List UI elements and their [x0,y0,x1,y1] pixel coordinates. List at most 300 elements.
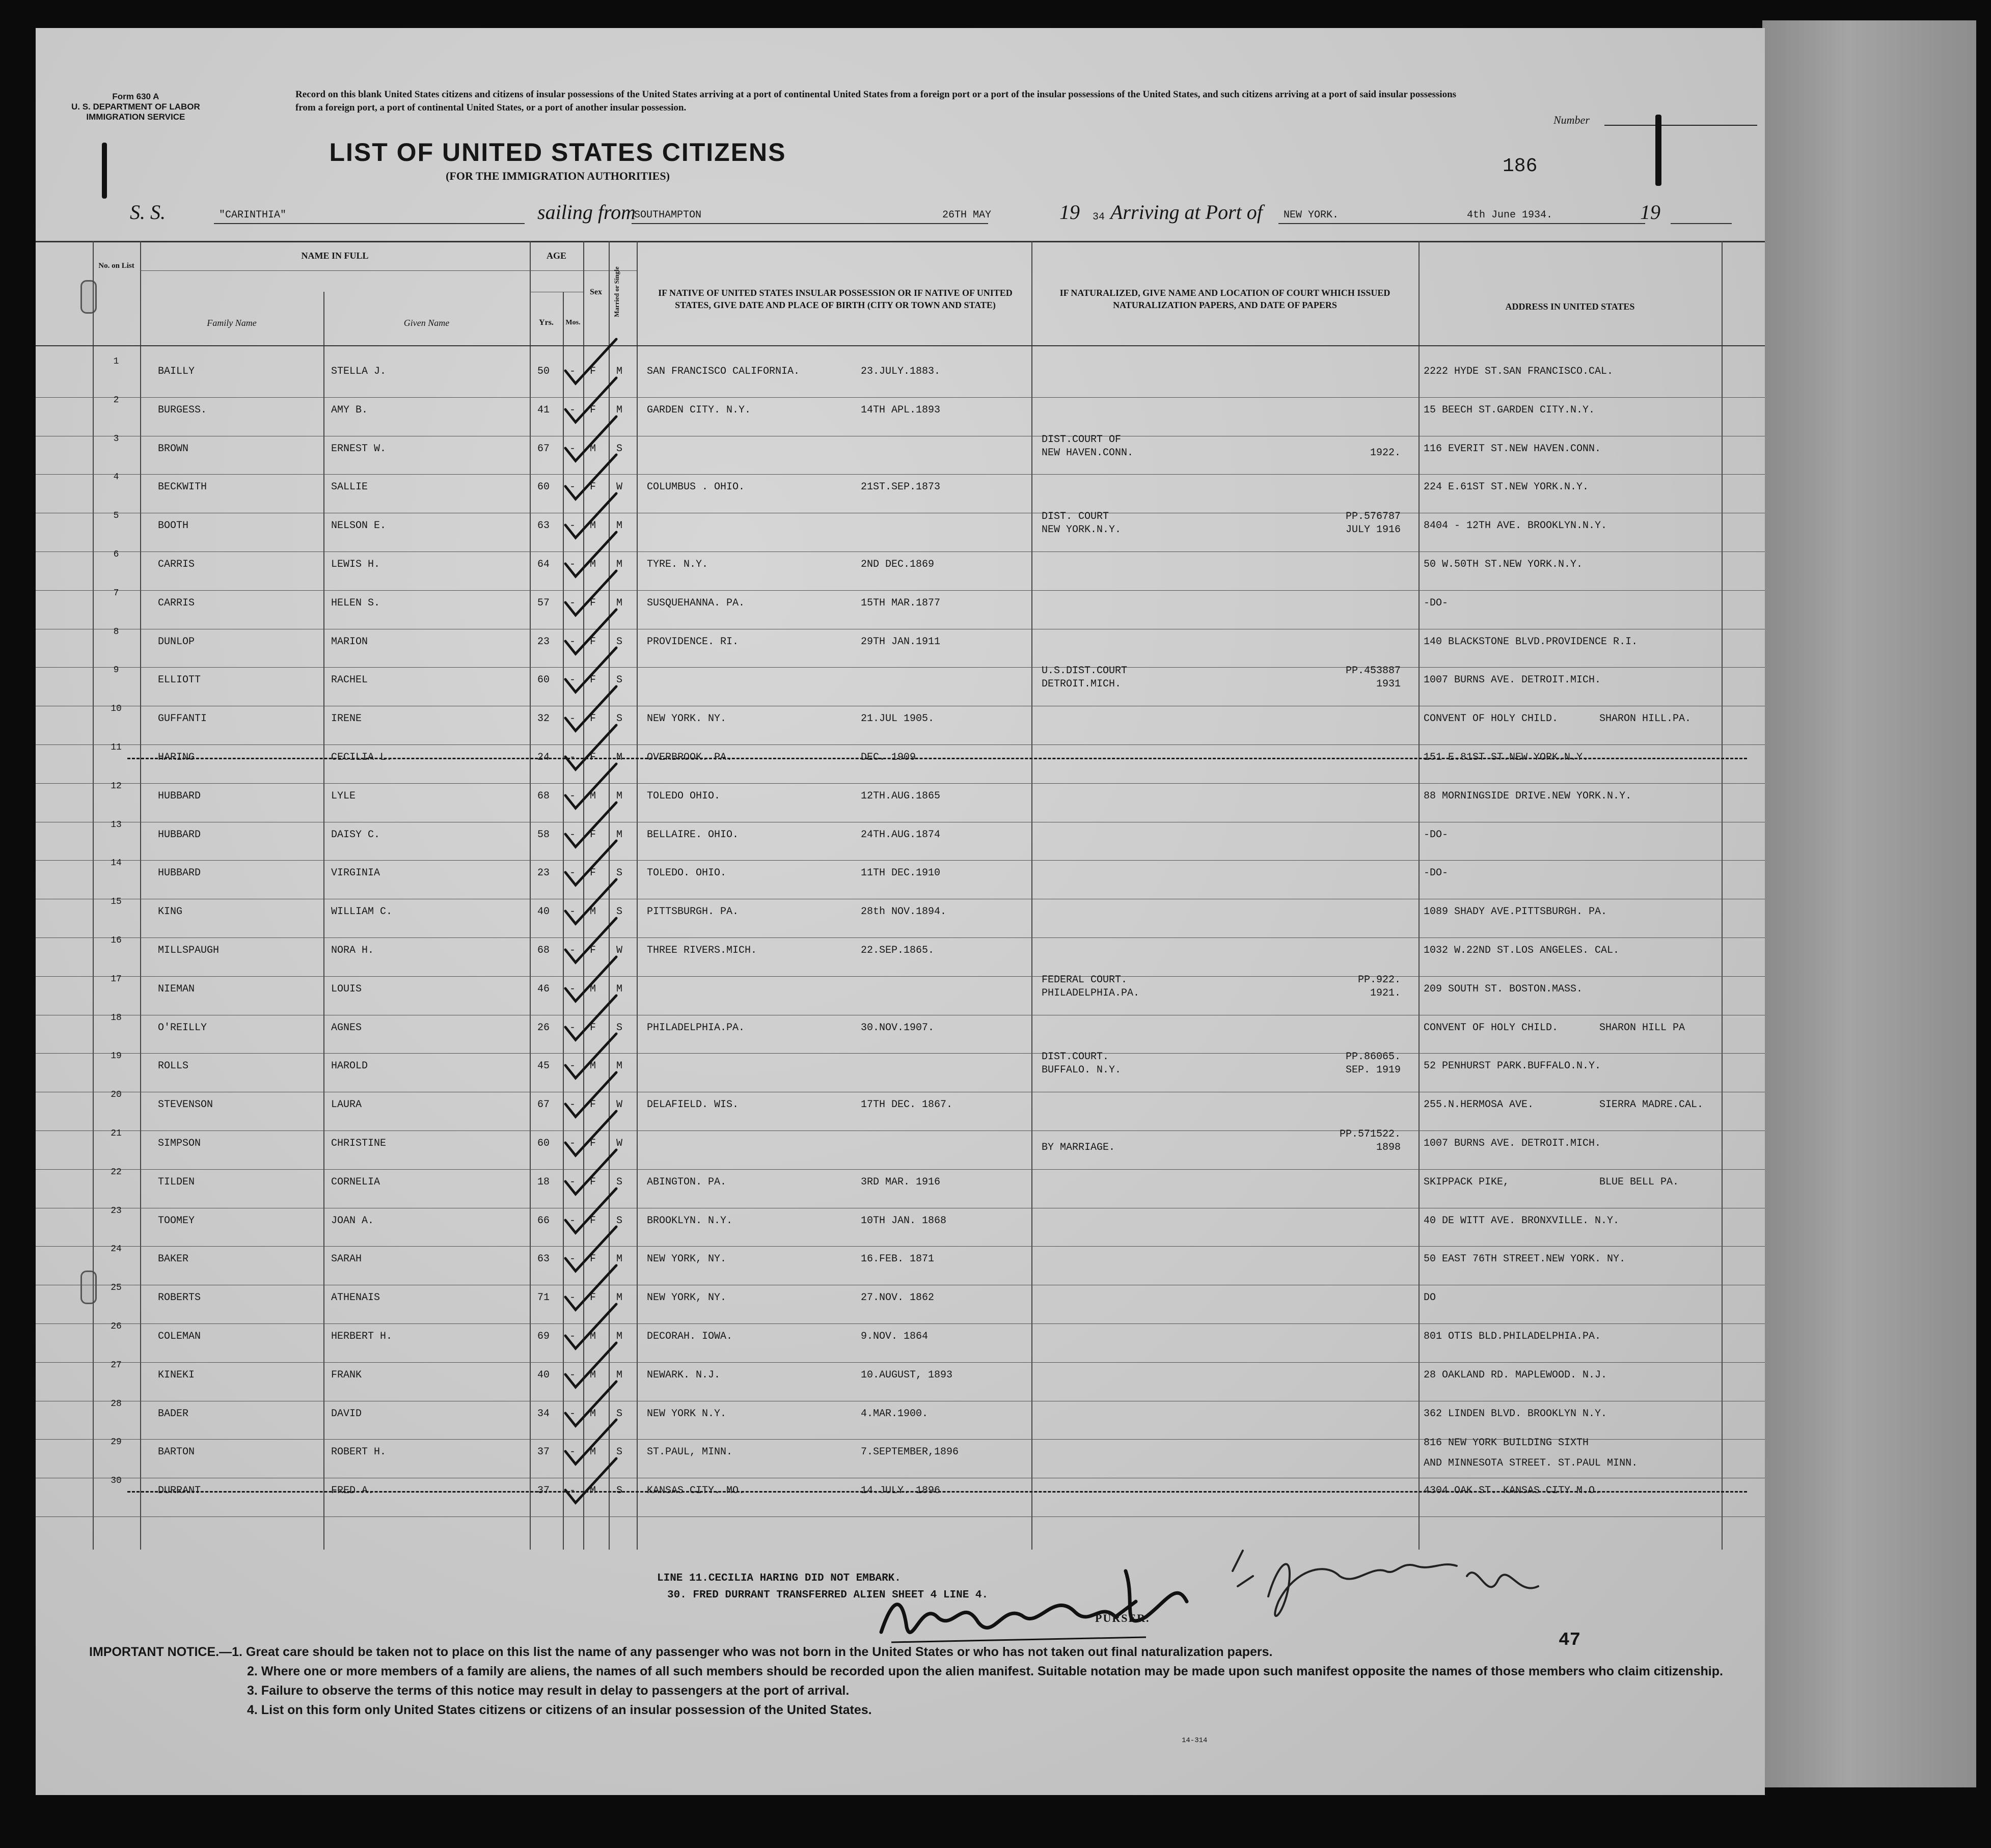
birth-place-cell: NEWARK. N.J. [647,1369,721,1381]
inspection-check-mark [555,1454,626,1510]
row-divider [36,744,1765,745]
age-years-cell: 23 [537,636,550,648]
given-name-cell: ATHENAIS [331,1292,380,1304]
family-name-cell: DUNLOP [158,636,195,648]
row-number: 2 [113,395,119,405]
address-cell: 40 DE WITT AVE. BRONXVILLE. N.Y. [1424,1215,1620,1227]
age-months-cell: - [569,1369,576,1381]
row-number: 12 [111,781,122,791]
ss-label: S. S. [130,201,166,224]
age-months-cell: - [569,1022,576,1034]
address-cell: CONVENT OF HOLY CHILD. [1424,713,1559,725]
row-divider [36,551,1765,552]
birth-place-cell: BROOKLYN. N.Y. [647,1215,733,1227]
marital-status-cell: S [616,1215,623,1227]
sex-cell: M [590,906,596,918]
birth-date-cell: 2ND DEC.1869 [861,559,935,570]
family-name-cell: BARTON [158,1446,195,1458]
address-cell: 1089 SHADY AVE.PITTSBURGH. PA. [1424,906,1607,918]
family-name-cell: SIMPSON [158,1138,201,1149]
row-divider [36,397,1765,398]
row-divider [36,1516,1765,1517]
age-years-cell: 37 [537,1446,550,1458]
sex-cell: F [590,1022,596,1034]
family-name-cell: BECKWITH [158,481,207,493]
birth-place-cell: PITTSBURGH. PA. [647,906,739,918]
row-divider [36,1130,1765,1131]
naturalization-court-cell: PP.922. [1357,974,1401,986]
address-line2-cell: SIERRA MADRE.CAL. [1599,1099,1704,1111]
family-name-cell: KING [158,906,183,918]
address-cell: 28 OAKLAND RD. MAPLEWOOD. N.J. [1424,1369,1607,1381]
arrival-date: 4th June 1934. [1467,209,1553,221]
row-number: 23 [111,1205,122,1216]
purser-signature [861,1540,1248,1658]
age-years-cell: 23 [537,867,550,879]
form-number: Form 630 A [112,92,159,101]
age-months-cell: - [569,1060,576,1072]
age-months-cell: - [569,906,576,918]
address-cell: 4304 OAK ST. KANSAS CITY M.O. [1424,1485,1601,1497]
age-years-cell: 63 [537,1253,550,1265]
age-years-cell: 24 [537,752,550,763]
birth-date-cell: 22.SEP.1865. [861,945,935,956]
col-header-age: AGE [546,251,566,261]
given-name-cell: MARION [331,636,368,648]
row-divider [36,1053,1765,1054]
sailing-from-label: sailing from [537,201,636,224]
passenger-table [36,241,1765,1601]
sex-cell: F [590,366,596,377]
age-years-cell: 66 [537,1215,550,1227]
number-field-line [1604,125,1757,126]
birth-date-cell: 28th NOV.1894. [861,906,947,918]
address-line2-cell: SHARON HILL.PA. [1599,713,1692,725]
col-divider [1419,241,1420,1550]
age-months-cell: - [569,636,576,648]
sex-cell: M [590,1331,596,1342]
birth-place-cell: KANSAS CITY. MO. [647,1485,745,1497]
row-divider [36,590,1765,591]
age-months-cell: - [569,520,576,532]
row-number: 3 [113,433,119,444]
birth-place-cell: TYRE. N.Y. [647,559,708,570]
address-cell: 8404 - 12TH AVE. BROOKLYN.N.Y. [1424,520,1607,532]
naturalization-court-cell: DIST.COURT. [1042,1051,1109,1063]
row-number: 29 [111,1437,122,1448]
family-name-cell: HUBBARD [158,790,201,802]
given-name-cell: NELSON E. [331,520,387,532]
marital-status-cell: M [616,752,623,763]
naturalization-court-cell: DIST. COURT [1042,511,1109,523]
col-divider [93,241,94,1550]
age-years-cell: 32 [537,713,550,725]
col-header-birth: IF NATIVE OF UNITED STATES INSULAR POSSESSION OR IF NATIVE OF UNITED STATES, GIVE DATE AND PLACE OF BIRTH (CITY OR TOWN AND STATE) [658,288,1013,310]
age-years-cell: 69 [537,1331,550,1342]
row-number: 30 [111,1476,122,1486]
arriving-label: Arriving at Port of [1110,201,1263,224]
ship-name-line [214,223,525,224]
sex-cell: M [590,790,596,802]
row-number: 15 [111,897,122,907]
row-number: 21 [111,1128,122,1139]
age-years-cell: 45 [537,1060,550,1072]
age-years-cell: 40 [537,1369,550,1381]
row-divider [36,1246,1765,1247]
given-name-cell: FRANK [331,1369,362,1381]
row-strikethrough [127,1491,1747,1493]
address-cell: 50 EAST 76TH STREET.NEW YORK. NY. [1424,1253,1626,1265]
given-name-cell: ROBERT H. [331,1446,387,1458]
naturalization-court-cell: PP.86065. [1345,1051,1401,1063]
naturalization-court-cell: U.S.DIST.COURT [1042,665,1128,677]
sex-cell: M [590,520,596,532]
age-years-cell: 57 [537,597,550,609]
row-number: 4 [113,472,119,483]
col-header-address: ADDRESS IN UNITED STATES [1505,301,1635,312]
age-years-cell: 26 [537,1022,550,1034]
sex-cell: F [590,1253,596,1265]
sex-cell: F [590,1099,596,1111]
naturalization-detail-cell: 1922. [1370,447,1401,459]
address-cell: 116 EVERIT ST.NEW HAVEN.CONN. [1424,443,1601,455]
family-name-cell: HUBBARD [158,829,201,841]
birth-place-cell: DECORAH. IOWA. [647,1331,733,1342]
age-years-cell: 46 [537,983,550,995]
birth-date-cell: 10TH JAN. 1868 [861,1215,947,1227]
birth-place-cell: NEW YORK, NY. [647,1292,727,1304]
naturalization-detail-cell: DETROIT.MICH. [1042,678,1122,691]
birth-date-cell: 17TH DEC. 1867. [861,1099,953,1111]
age-months-cell: - [569,597,576,609]
naturalization-court-cell: PP.576787 [1345,511,1401,523]
page-number: 47 [1559,1630,1581,1650]
marital-status-cell: S [616,674,623,686]
given-name-cell: DAVID [331,1408,362,1420]
address-cell: -DO- [1424,597,1449,609]
birth-date-cell: 29TH JAN.1911 [861,636,941,648]
birth-place-cell: PHILADELPHIA.PA. [647,1022,745,1034]
page-subtitle: (FOR THE IMMIGRATION AUTHORITIES) [446,170,670,182]
age-months-cell: - [569,1215,576,1227]
port-of-departure: SOUTHAMPTON [634,209,702,221]
given-name-cell: CECILIA L. [331,752,393,763]
given-name-cell: JOAN A. [331,1215,374,1227]
sex-cell: F [590,1138,596,1149]
address-cell: SKIPPACK PIKE, [1424,1176,1510,1188]
birth-date-cell: 7.SEPTEMBER,1896 [861,1446,959,1458]
birth-date-cell: 15TH MAR.1877 [861,597,941,609]
given-name-cell: CHRISTINE [331,1138,387,1149]
age-months-cell: - [569,559,576,570]
sailing-year: 34 [1093,211,1105,223]
col-divider [530,241,531,1550]
address-cell: 50 W.50TH ST.NEW YORK.N.Y. [1424,559,1583,570]
family-name-cell: DURRANT [158,1485,201,1497]
family-name-cell: BOOTH [158,520,189,532]
address-cell: 255.N.HERMOSA AVE. [1424,1099,1534,1111]
sailing-date: 26TH MAY [942,209,992,221]
birth-date-cell: 14TH APL.1893 [861,404,941,416]
marital-status-cell: M [616,1292,623,1304]
family-name-cell: ELLIOTT [158,674,201,686]
notice-item-3: 3. Failure to observe the terms of this notice may result in delay to passengers at the port of arrival. [247,1684,850,1698]
row-number: 5 [113,511,119,521]
address-cell: -DO- [1424,829,1449,841]
sex-cell: F [590,1292,596,1304]
col-header-no: No. on List [98,262,134,270]
given-name-cell: RACHEL [331,674,368,686]
birth-date-cell: 23.JULY.1883. [861,366,941,377]
age-months-cell: - [569,752,576,763]
family-name-cell: TOOMEY [158,1215,195,1227]
row-number: 14 [111,858,122,869]
birth-place-cell: NEW YORK. NY. [647,713,727,725]
row-strikethrough [127,758,1747,759]
age-years-cell: 60 [537,1138,550,1149]
marital-status-cell: M [616,1060,623,1072]
page-title: LIST OF UNITED STATES CITIZENS [329,138,786,167]
age-months-cell: - [569,674,576,686]
sex-cell: M [590,1408,596,1420]
row-divider [36,1362,1765,1363]
birth-place-cell: NEW YORK, NY. [647,1253,727,1265]
arrival-line [1278,223,1645,224]
birth-place-cell: BELLAIRE. OHIO. [647,829,739,841]
col-divider [323,292,324,1550]
naturalization-detail-cell: SEP. 1919 [1345,1064,1401,1077]
row-number: 28 [111,1398,122,1409]
given-name-cell: VIRGINIA [331,867,380,879]
age-months-cell: - [569,1176,576,1188]
age-years-cell: 63 [537,520,550,532]
note-line-30: 30. FRED DURRANT TRANSFERRED ALIEN SHEET 4 LINE 4. [667,1589,989,1601]
marital-status-cell: W [616,945,623,956]
given-name-cell: AGNES [331,1022,362,1034]
address-cell: 151 E.81ST ST.NEW YORK.N.Y. [1424,752,1589,763]
row-number: 22 [111,1167,122,1177]
marital-status-cell: S [616,713,623,725]
sex-cell: F [590,674,596,686]
age-months-cell: - [569,829,576,841]
naturalization-detail-cell: BY MARRIAGE. [1042,1142,1115,1153]
marital-status-cell: S [616,867,623,879]
marital-status-cell: S [616,443,623,455]
birth-place-cell: THREE RIVERS.MICH. [647,945,757,956]
family-name-cell: NIEMAN [158,983,195,995]
address-line2-cell: AND MINNESOTA STREET. ST.PAUL MINN. [1424,1457,1638,1470]
sex-cell: M [590,443,596,455]
col-divider [1722,241,1723,1550]
age-years-cell: 41 [537,404,550,416]
row-divider [36,976,1765,977]
col-divider [140,241,141,1550]
naturalization-detail-cell: NEW YORK.N.Y. [1042,524,1122,536]
col-divider [1031,241,1032,1550]
given-name-cell: ERNEST W. [331,443,387,455]
age-years-cell: 64 [537,559,550,570]
birth-date-cell: 4.MAR.1900. [861,1408,929,1420]
marital-status-cell: S [616,1446,623,1458]
row-number: 20 [111,1090,122,1100]
sex-cell: F [590,597,596,609]
marital-status-cell: M [616,404,623,416]
family-name-cell: ROBERTS [158,1292,201,1304]
given-name-cell: AMY B. [331,404,368,416]
family-name-cell: STEVENSON [158,1099,213,1111]
naturalization-detail-cell: 1931 [1376,678,1401,691]
departure-line [632,223,988,224]
age-months-cell: - [569,713,576,725]
marital-status-cell: S [616,1485,623,1497]
birth-place-cell: OVERBROOK. PA. [647,752,733,763]
marital-status-cell: S [616,1176,623,1188]
given-name-cell: IRENE [331,713,362,725]
age-months-cell: - [569,1408,576,1420]
address-cell: 1007 BURNS AVE. DETROIT.MICH. [1424,674,1601,686]
family-name-cell: BURGESS. [158,404,207,416]
age-months-cell: - [569,1253,576,1265]
marital-status-cell: S [616,1408,623,1420]
age-years-cell: 67 [537,443,550,455]
row-number: 13 [111,819,122,830]
marital-status-cell: M [616,1369,623,1381]
family-name-cell: HUBBARD [158,867,201,879]
important-notice [89,1642,1744,1720]
naturalization-detail-cell: 1921. [1370,987,1401,999]
address-cell: 1032 W.22ND ST.LOS ANGELES. CAL. [1424,945,1620,956]
marital-status-cell: S [616,906,623,918]
age-years-cell: 50 [537,366,550,377]
col-header-name: NAME IN FULL [301,251,369,261]
birth-date-cell: 27.NOV. 1862 [861,1292,935,1304]
marital-status-cell: W [616,1138,623,1149]
age-months-cell: - [569,983,576,995]
row-number: 9 [113,665,119,676]
row-number: 7 [113,588,119,598]
birth-date-cell: 14.JULY. 1896 [861,1485,941,1497]
sex-cell: F [590,404,596,416]
col-divider [637,241,638,1550]
given-name-cell: LOUIS [331,983,362,995]
year-prefix-2: 19 [1640,201,1660,224]
form-instructions: Record on this blank United States citizens and citizens of insular possessions of the United States arriving at a port of continental United States from a foreign port or a port of the insular possessions of the United States, and such citizens arriving at a port of said insular possessions from a foreign port, a port of continental United States, or a port of another insular possession. [295,89,1457,113]
form-identifier [71,92,200,122]
header-divider [140,270,637,271]
notice-item-2: 2. Where one or more members of a family are aliens, the names of all such members should be recorded upon the alien manifest. Suitable notation may be made upon such manifest opposite the names of those members who claim citizenship. [247,1664,1723,1678]
notice-item-1: IMPORTANT NOTICE.—1. Great care should be taken not to place on this list the name of any passenger who was not born in the United States or who has not taken out final naturalization papers. [89,1645,1273,1659]
row-divider [36,937,1765,938]
age-months-cell: - [569,481,576,493]
address-cell: 224 E.61ST ST.NEW YORK.N.Y. [1424,481,1589,493]
age-months-cell: - [569,1485,576,1497]
sex-cell: F [590,636,596,648]
row-number: 8 [113,626,119,637]
given-name-cell: LAURA [331,1099,362,1111]
given-name-cell: DAISY C. [331,829,380,841]
row-number: 16 [111,935,122,946]
sex-cell: F [590,1176,596,1188]
address-cell: DO [1424,1292,1436,1304]
family-name-cell: GUFFANTI [158,713,207,725]
row-number: 6 [113,549,119,560]
sex-cell: F [590,1215,596,1227]
marital-status-cell: W [616,1099,623,1111]
sex-cell: F [590,945,596,956]
given-name-cell: HAROLD [331,1060,368,1072]
family-name-cell: MILLSPAUGH [158,945,220,956]
age-years-cell: 58 [537,829,550,841]
rear-sheet-edge [1762,20,1976,1787]
sex-cell: M [590,1446,596,1458]
given-name-cell: NORA H. [331,945,374,956]
family-name-cell: BADER [158,1408,189,1420]
given-name-cell: SARAH [331,1253,362,1265]
naturalization-court-cell: PP.453887 [1345,665,1401,677]
birth-date-cell: 3RD MAR. 1916 [861,1176,941,1188]
age-months-cell: - [569,1331,576,1342]
address-cell: 140 BLACKSTONE BLVD.PROVIDENCE R.I. [1424,636,1638,648]
given-name-cell: WILLIAM C. [331,906,393,918]
given-name-cell: HELEN S. [331,597,380,609]
sex-cell: F [590,867,596,879]
row-number: 1 [113,356,119,367]
given-name-cell: STELLA J. [331,366,387,377]
naturalization-detail-cell: PHILADELPHIA.PA. [1042,987,1140,999]
family-name-cell: O'REILLY [158,1022,207,1034]
row-number: 11 [111,742,122,753]
row-divider [36,860,1765,861]
age-years-cell: 37 [537,1485,550,1497]
marital-status-cell: W [616,481,623,493]
address-cell: 52 PENHURST PARK.BUFFALO.N.Y. [1424,1060,1601,1072]
age-years-cell: 60 [537,674,550,686]
col-header-yrs: Yrs. [539,318,554,327]
address-cell: 1007 BURNS AVE. DETROIT.MICH. [1424,1138,1601,1149]
birth-date-cell: 24TH.AUG.1874 [861,829,941,841]
address-cell: 2222 HYDE ST.SAN FRANCISCO.CAL. [1424,366,1614,377]
family-name-cell: CARRIS [158,559,195,570]
marital-status-cell: M [616,366,623,377]
age-years-cell: 34 [537,1408,550,1420]
birth-place-cell: PROVIDENCE. RI. [647,636,739,648]
ship-name: "CARINTHIA" [219,209,287,221]
marital-status-cell: M [616,597,623,609]
birth-date-cell: 21ST.SEP.1873 [861,481,941,493]
marital-status-cell: S [616,636,623,648]
birth-date-cell: 21.JUL 1905. [861,713,935,725]
note-line-11: LINE 11.CECILIA HARING DID NOT EMBARK. [657,1573,901,1584]
sex-cell: F [590,752,596,763]
row-divider [36,474,1765,475]
birth-date-cell: DEC. 1909 [861,752,916,763]
marital-status-cell: M [616,1253,623,1265]
sex-cell: M [590,1485,596,1497]
year-prefix: 19 [1059,201,1080,224]
birth-date-cell: 12TH.AUG.1865 [861,790,941,802]
birth-place-cell: COLUMBUS . OHIO. [647,481,745,493]
col-header-sex: Sex [590,288,602,296]
age-months-cell: - [569,404,576,416]
given-name-cell: LEWIS H. [331,559,380,570]
sex-cell: F [590,829,596,841]
birth-place-cell: ST.PAUL, MINN. [647,1446,733,1458]
address-cell: 209 SOUTH ST. BOSTON.MASS. [1424,983,1583,995]
age-years-cell: 60 [537,481,550,493]
header-bottom-border [36,345,1765,346]
manifest-page [36,28,1765,1795]
row-divider [36,1169,1765,1170]
